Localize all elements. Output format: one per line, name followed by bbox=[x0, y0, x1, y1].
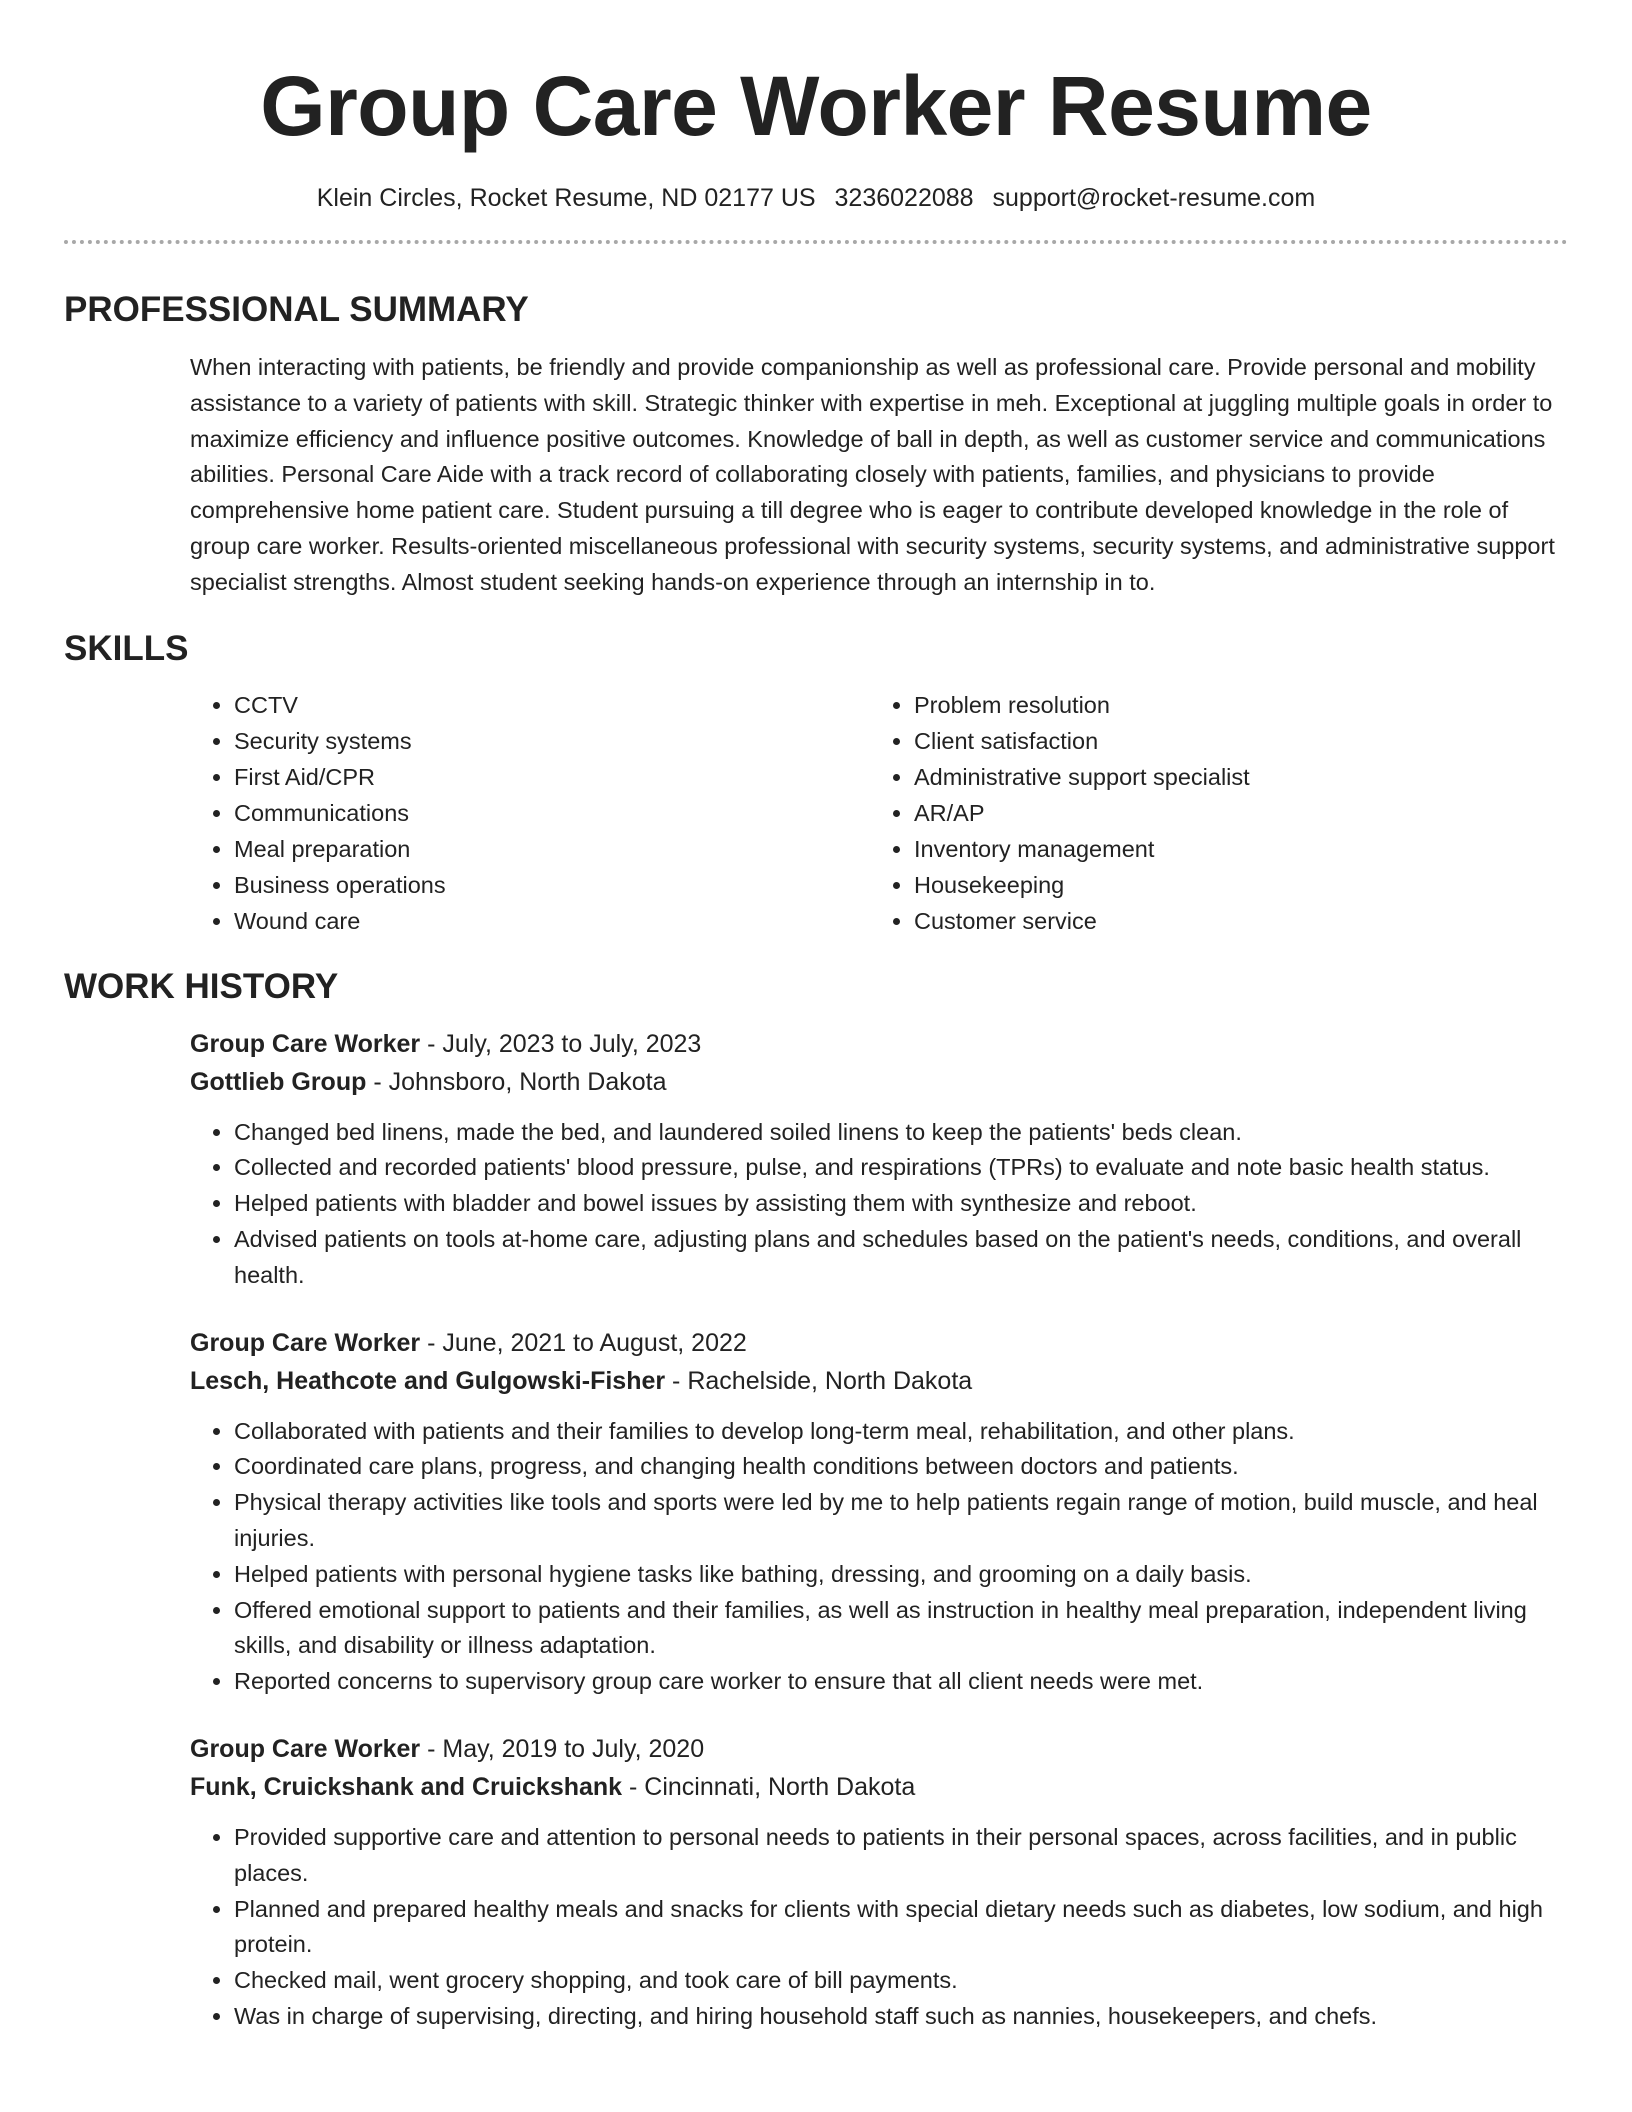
contact-email: support@rocket-resume.com bbox=[992, 184, 1316, 212]
job-bullet: • Coordinated care plans, progress, and changing health conditions between doctors and patients. bbox=[234, 1449, 1568, 1485]
job-company: Funk, Cruickshank and Cruickshank bbox=[190, 1772, 623, 1801]
job-entry bbox=[190, 1025, 1568, 1294]
job-title-line bbox=[190, 1025, 1568, 1063]
job-bullet: • Changed bed linens, made the bed, and laundered soiled linens to keep the patients' beds clean. bbox=[234, 1115, 1568, 1151]
skills-list bbox=[190, 687, 1568, 939]
job-entry bbox=[190, 1730, 1568, 2035]
skill-item: • Housekeeping bbox=[914, 867, 1250, 903]
skills-column-left bbox=[190, 687, 870, 939]
skill-item: • AR/AP bbox=[914, 795, 1250, 831]
contact-line bbox=[64, 180, 1568, 216]
skill-item: • Meal preparation bbox=[234, 831, 870, 867]
header-divider bbox=[64, 240, 1568, 244]
job-bullet: • Physical therapy activities like tools and sports were led by me to help patients regain range of motion, build muscle, and heal injuries. bbox=[234, 1485, 1568, 1557]
job-bullets bbox=[190, 1414, 1568, 1700]
job-bullet: • Collaborated with patients and their families to develop long-term meal, rehabilitation, and other plans. bbox=[234, 1414, 1568, 1450]
skill-item: • Inventory management bbox=[914, 831, 1250, 867]
job-bullet: • Checked mail, went grocery shopping, and took care of bill payments. bbox=[234, 1963, 1568, 1999]
job-bullet: • Offered emotional support to patients and their families, as well as instruction in healthy meal preparation, independent living skills, and disability or illness adaptation. bbox=[234, 1593, 1568, 1665]
skill-item: • Communications bbox=[234, 795, 870, 831]
skill-item: • CCTV bbox=[234, 687, 870, 723]
job-bullet: • Was in charge of supervising, directing, and hiring household staff such as nannies, housekeepers, and chefs. bbox=[234, 1999, 1568, 2035]
job-company: Gottlieb Group bbox=[190, 1067, 367, 1096]
job-bullet: • Collected and recorded patients' blood pressure, pulse, and respirations (TPRs) to evaluate and note basic health status. bbox=[234, 1150, 1568, 1186]
summary-text: When interacting with patients, be friendly and provide companionship as well as professional care. Provide personal and mobility assistance to a variety of patients with skill. Strategic thinker with expertise in meh. Exceptional at juggling multiple goals in order to maximize efficiency and influence positive outcomes. Knowledge of ball in depth, as well as customer service and communications abilities. Personal Care Aide with a track record of collaborating closely with patients, families, and physicians to provide comprehensive home patient care. Student pursuing a till degree who is eager to contribute developed knowledge in the role of group care worker. Results-oriented miscellaneous professional with security systems, security systems, and administrative support specialist strengths. Almost student seeking hands-on experience through an internship in to. bbox=[190, 354, 1555, 595]
skills-heading: SKILLS bbox=[64, 628, 189, 668]
job-location: - Rachelside, North Dakota bbox=[665, 1366, 973, 1395]
job-bullet: • Helped patients with bladder and bowel issues by assisting them with synthesize and reboot. bbox=[234, 1186, 1568, 1222]
job-company-line bbox=[190, 1768, 1568, 1806]
job-company-line bbox=[190, 1362, 1568, 1400]
work-history-heading: WORK HISTORY bbox=[64, 966, 339, 1006]
job-bullet: • Advised patients on tools at-home care, adjusting plans and schedules based on the patient's needs, conditions, and overall health. bbox=[234, 1222, 1568, 1294]
job-dates: - June, 2021 to August, 2022 bbox=[420, 1328, 747, 1357]
skill-item: • Wound care bbox=[234, 903, 870, 939]
skills-column-right bbox=[870, 687, 1250, 939]
job-title: Group Care Worker bbox=[190, 1734, 421, 1763]
job-company: Lesch, Heathcote and Gulgowski-Fisher bbox=[190, 1366, 666, 1395]
job-dates: - May, 2019 to July, 2020 bbox=[420, 1734, 705, 1763]
job-location: - Johnsboro, North Dakota bbox=[366, 1067, 667, 1096]
contact-address: Klein Circles, Rocket Resume, ND 02177 US bbox=[316, 184, 816, 212]
job-bullet: • Reported concerns to supervisory group care worker to ensure that all client needs were met. bbox=[234, 1664, 1568, 1700]
job-title: Group Care Worker bbox=[190, 1328, 421, 1357]
job-bullets bbox=[190, 1820, 1568, 2035]
skill-item: • Security systems bbox=[234, 723, 870, 759]
summary-heading: PROFESSIONAL SUMMARY bbox=[64, 290, 529, 329]
job-bullets bbox=[190, 1115, 1568, 1294]
job-company-line bbox=[190, 1063, 1568, 1101]
resume-title: Group Care Worker Resume bbox=[260, 59, 1372, 153]
job-dates: - July, 2023 to July, 2023 bbox=[420, 1029, 702, 1058]
job-title-line bbox=[190, 1730, 1568, 1768]
skill-item: • First Aid/CPR bbox=[234, 759, 870, 795]
skill-item: • Administrative support specialist bbox=[914, 759, 1250, 795]
job-bullet: • Planned and prepared healthy meals and snacks for clients with special dietary needs such as diabetes, low sodium, and high protein. bbox=[234, 1892, 1568, 1964]
job-title: Group Care Worker bbox=[190, 1029, 421, 1058]
skill-item: • Client satisfaction bbox=[914, 723, 1250, 759]
job-location: - Cincinnati, North Dakota bbox=[622, 1772, 916, 1801]
skill-item: • Business operations bbox=[234, 867, 870, 903]
contact-phone: 3236022088 bbox=[834, 184, 974, 212]
resume-page bbox=[64, 0, 1568, 2112]
skill-item: • Customer service bbox=[914, 903, 1250, 939]
job-bullet: • Provided supportive care and attention to personal needs to patients in their personal spaces, across facilities, and in public places. bbox=[234, 1820, 1568, 1892]
job-entry bbox=[190, 1324, 1568, 1700]
job-title-line bbox=[190, 1324, 1568, 1362]
job-bullet: • Helped patients with personal hygiene tasks like bathing, dressing, and grooming on a daily basis. bbox=[234, 1557, 1568, 1593]
skill-item: • Problem resolution bbox=[914, 687, 1250, 723]
